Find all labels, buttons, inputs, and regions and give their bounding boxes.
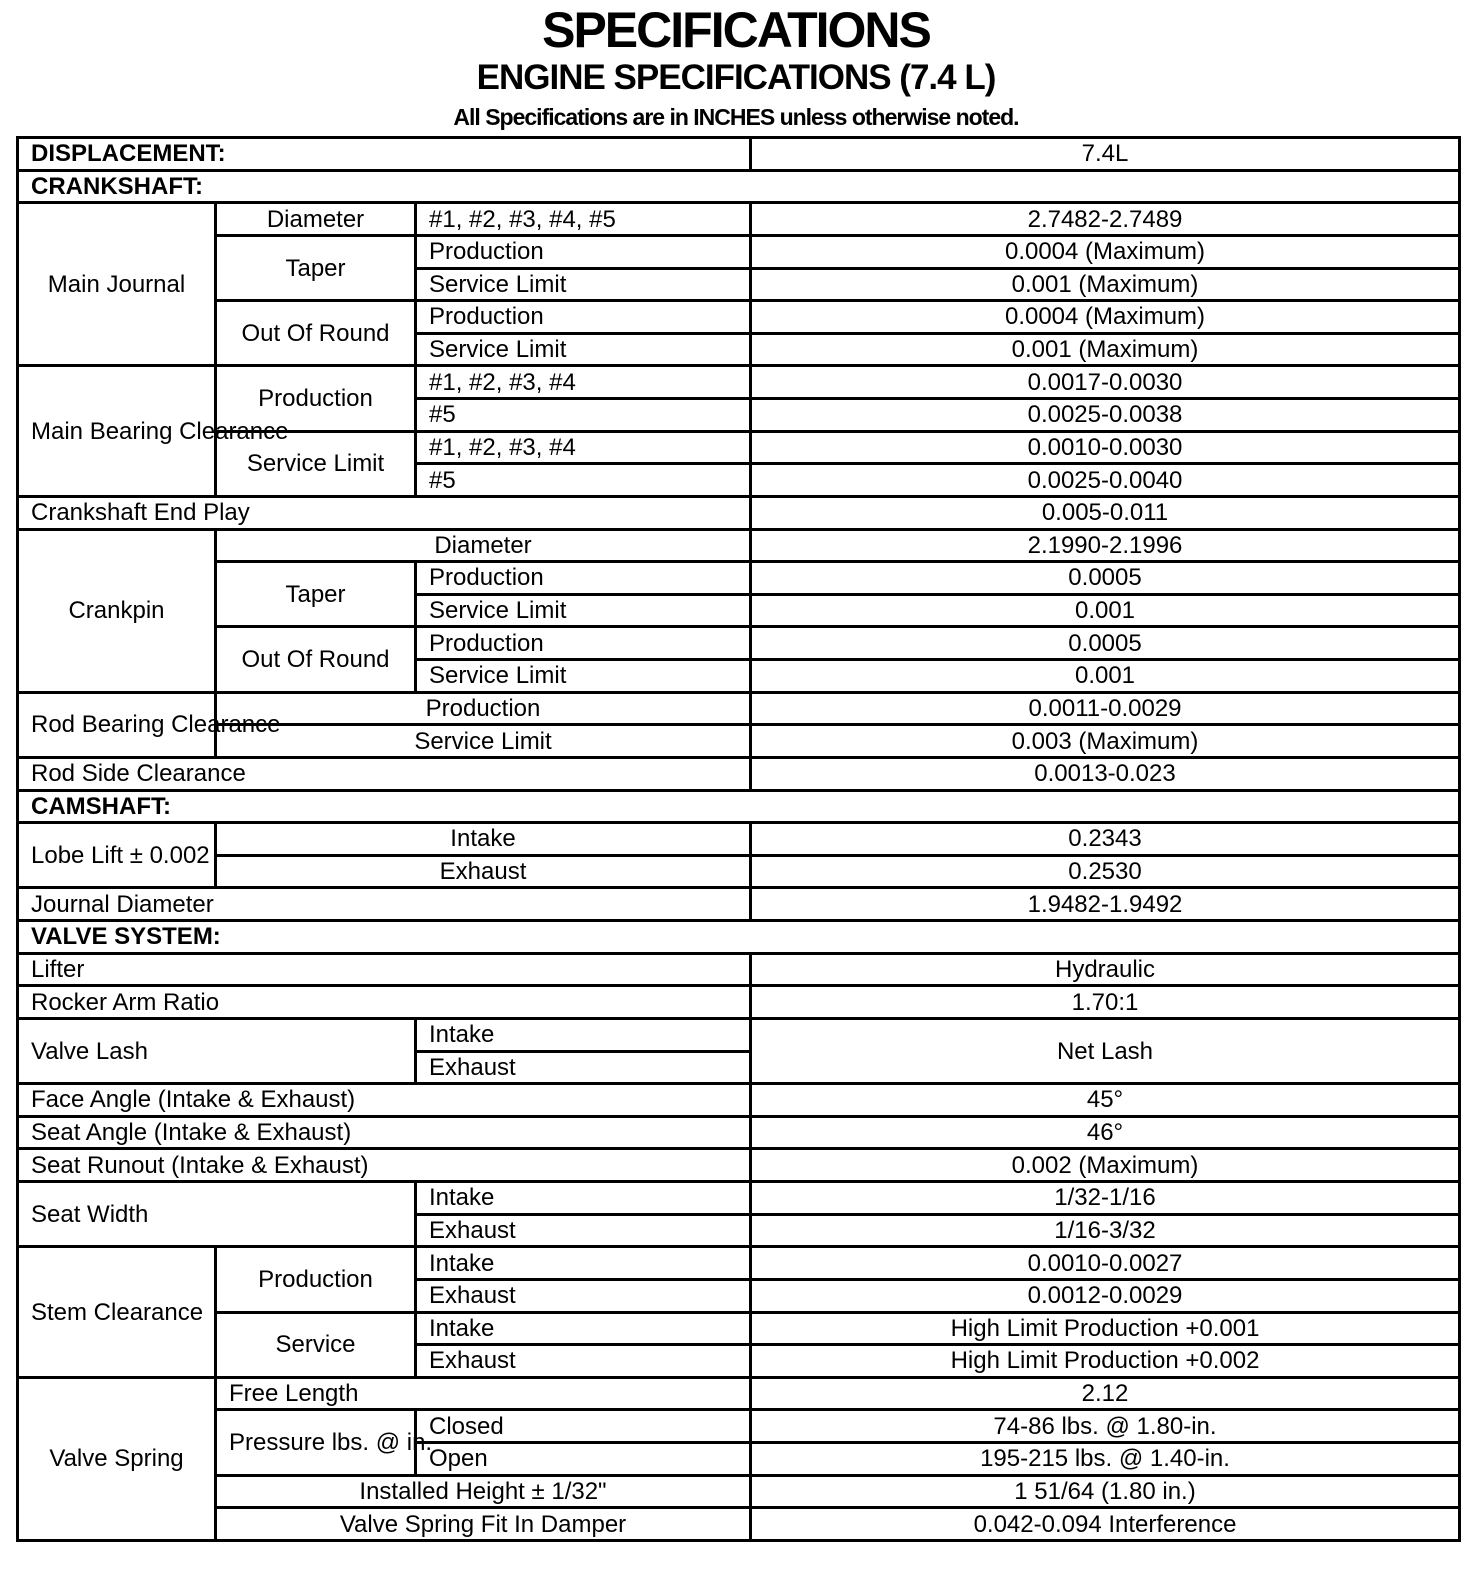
section-row: [18, 921, 1460, 954]
page-title: SPECIFICATIONS: [542, 2, 930, 58]
main-journal-label: Main Journal: [18, 203, 216, 366]
main-bearing-prod-b: #5: [416, 399, 751, 432]
section-valve-system: VALVE SYSTEM:: [18, 921, 1460, 954]
table-row: [18, 562, 1460, 595]
crankpin-taper-production-value: 0.0005: [751, 562, 1460, 595]
lifter-value: Hydraulic: [751, 953, 1460, 986]
table-row: [18, 1475, 1460, 1508]
main-journal-diameter-value: 2.7482-2.7489: [751, 203, 1460, 236]
section-row: [18, 170, 1460, 203]
damper-fit-label: Valve Spring Fit In Damper: [216, 1508, 751, 1541]
rocker-ratio-value: 1.70:1: [751, 986, 1460, 1019]
seat-angle-value: 46°: [751, 1116, 1460, 1149]
rod-bearing-service: Service Limit: [216, 725, 751, 758]
table-row: [18, 1149, 1460, 1182]
lifter-label: Lifter: [18, 953, 751, 986]
pressure-label: Pressure lbs. @ in.: [216, 1410, 416, 1475]
rod-side-label: Rod Side Clearance: [18, 757, 751, 790]
valve-lash-value: Net Lash: [751, 1018, 1460, 1083]
main-journal-taper-service: Service Limit: [416, 268, 751, 301]
rod-bearing-service-value: 0.003 (Maximum): [751, 725, 1460, 758]
rocker-ratio-label: Rocker Arm Ratio: [18, 986, 751, 1019]
table-row: [18, 1116, 1460, 1149]
pressure-closed-value: 74-86 lbs. @ 1.80-in.: [751, 1410, 1460, 1443]
stem-serv-exhaust: Exhaust: [416, 1345, 751, 1378]
pressure-open-value: 195-215 lbs. @ 1.40-in.: [751, 1443, 1460, 1476]
table-row: [18, 529, 1460, 562]
table-row: [18, 235, 1460, 268]
seat-runout-label: Seat Runout (Intake & Exhaust): [18, 1149, 751, 1182]
crankpin-taper-service: Service Limit: [416, 594, 751, 627]
pressure-closed: Closed: [416, 1410, 751, 1443]
page-subtitle: ENGINE SPECIFICATIONS (7.4 L): [476, 58, 996, 97]
main-bearing-serv-b-value: 0.0025-0.0040: [751, 464, 1460, 497]
section-crankshaft: CRANKSHAFT:: [18, 170, 1460, 203]
main-bearing-prod-a-value: 0.0017-0.0030: [751, 366, 1460, 399]
table-row: [18, 496, 1460, 529]
lobe-lift-label: Lobe Lift ± 0.002: [18, 823, 216, 888]
table-row: [18, 1508, 1460, 1541]
main-bearing-serv-a: #1, #2, #3, #4: [416, 431, 751, 464]
crankpin-taper-service-value: 0.001: [751, 594, 1460, 627]
lobe-exhaust: Exhaust: [216, 855, 751, 888]
stem-prod-exhaust: Exhaust: [416, 1279, 751, 1312]
table-row: [18, 953, 1460, 986]
lobe-exhaust-value: 0.2530: [751, 855, 1460, 888]
table-row: [18, 855, 1460, 888]
main-journal-oor-production: Production: [416, 301, 751, 334]
seat-width-exhaust: Exhaust: [416, 1214, 751, 1247]
seat-width-intake: Intake: [416, 1182, 751, 1215]
stem-production-label: Production: [216, 1247, 416, 1312]
table-row: [18, 366, 1460, 399]
lobe-intake-value: 0.2343: [751, 823, 1460, 856]
section-row: [18, 790, 1460, 823]
stem-prod-intake-value: 0.0010-0.0027: [751, 1247, 1460, 1280]
free-length-value: 2.12: [751, 1377, 1460, 1410]
crankpin-diameter-value: 2.1990-2.1996: [751, 529, 1460, 562]
main-journal-taper-service-value: 0.001 (Maximum): [751, 268, 1460, 301]
free-length-label: Free Length: [216, 1377, 751, 1410]
main-journal-diameter-label: Diameter: [216, 203, 416, 236]
main-bearing-label: Main Bearing Clearance: [18, 366, 216, 497]
table-row: [18, 823, 1460, 856]
rod-bearing-label: Rod Bearing Clearance: [18, 692, 216, 757]
table-row: [18, 1247, 1460, 1280]
main-bearing-production-label: Production: [216, 366, 416, 431]
table-row: [18, 692, 1460, 725]
face-angle-label: Face Angle (Intake & Exhaust): [18, 1084, 751, 1117]
installed-height-value: 1 51/64 (1.80 in.): [751, 1475, 1460, 1508]
crankpin-oor-production-value: 0.0005: [751, 627, 1460, 660]
table-row: [18, 627, 1460, 660]
main-bearing-serv-a-value: 0.0010-0.0030: [751, 431, 1460, 464]
pressure-open: Open: [416, 1443, 751, 1476]
main-bearing-service-label: Service Limit: [216, 431, 416, 496]
table-row: [18, 1018, 1460, 1051]
face-angle-value: 45°: [751, 1084, 1460, 1117]
units-note: All Specifications are in INCHES unless otherwise noted.: [453, 104, 1019, 130]
table-row: [18, 138, 1460, 171]
stem-service-label: Service: [216, 1312, 416, 1377]
stem-serv-exhaust-value: High Limit Production +0.002: [751, 1345, 1460, 1378]
seat-angle-label: Seat Angle (Intake & Exhaust): [18, 1116, 751, 1149]
stem-clearance-label: Stem Clearance: [18, 1247, 216, 1378]
seat-width-intake-value: 1/32-1/16: [751, 1182, 1460, 1215]
table-row: [18, 986, 1460, 1019]
rod-side-value: 0.0013-0.023: [751, 757, 1460, 790]
journal-diameter-label: Journal Diameter: [18, 888, 751, 921]
end-play-value: 0.005-0.011: [751, 496, 1460, 529]
end-play-label: Crankshaft End Play: [18, 496, 751, 529]
main-journal-oor-label: Out Of Round: [216, 301, 416, 366]
crankpin-oor-label: Out Of Round: [216, 627, 416, 692]
table-row: [18, 1312, 1460, 1345]
damper-fit-value: 0.042-0.094 Interference: [751, 1508, 1460, 1541]
valve-lash-exhaust: Exhaust: [416, 1051, 751, 1084]
seat-runout-value: 0.002 (Maximum): [751, 1149, 1460, 1182]
main-journal-taper-production: Production: [416, 235, 751, 268]
displacement-value: 7.4L: [751, 138, 1460, 171]
stem-prod-intake: Intake: [416, 1247, 751, 1280]
crankpin-diameter-label: Diameter: [216, 529, 751, 562]
main-journal-oor-production-value: 0.0004 (Maximum): [751, 301, 1460, 334]
table-row: [18, 1410, 1460, 1443]
table-row: [18, 301, 1460, 334]
stem-serv-intake: Intake: [416, 1312, 751, 1345]
rod-bearing-production: Production: [216, 692, 751, 725]
engine-specifications-table: [16, 136, 1461, 1542]
stem-prod-exhaust-value: 0.0012-0.0029: [751, 1279, 1460, 1312]
table-row: [18, 1377, 1460, 1410]
valve-lash-label: Valve Lash: [18, 1018, 416, 1083]
stem-serv-intake-value: High Limit Production +0.001: [751, 1312, 1460, 1345]
table-row: [18, 203, 1460, 236]
main-journal-taper-production-value: 0.0004 (Maximum): [751, 235, 1460, 268]
crankpin-oor-service: Service Limit: [416, 660, 751, 693]
journal-diameter-value: 1.9482-1.9492: [751, 888, 1460, 921]
rod-bearing-production-value: 0.0011-0.0029: [751, 692, 1460, 725]
table-row: [18, 757, 1460, 790]
lobe-intake: Intake: [216, 823, 751, 856]
crankpin-oor-service-value: 0.001: [751, 660, 1460, 693]
valve-spring-label: Valve Spring: [18, 1377, 216, 1540]
seat-width-label: Seat Width: [18, 1182, 416, 1247]
table-row: [18, 1182, 1460, 1215]
seat-width-exhaust-value: 1/16-3/32: [751, 1214, 1460, 1247]
section-camshaft: CAMSHAFT:: [18, 790, 1460, 823]
crankpin-label: Crankpin: [18, 529, 216, 692]
crankpin-taper-production: Production: [416, 562, 751, 595]
crankpin-oor-production: Production: [416, 627, 751, 660]
table-row: [18, 1084, 1460, 1117]
main-journal-oor-service: Service Limit: [416, 333, 751, 366]
main-journal-taper-label: Taper: [216, 235, 416, 300]
main-journal-oor-service-value: 0.001 (Maximum): [751, 333, 1460, 366]
crankpin-taper-label: Taper: [216, 562, 416, 627]
displacement-label: DISPLACEMENT:: [18, 138, 751, 171]
table-row: [18, 888, 1460, 921]
main-bearing-prod-a: #1, #2, #3, #4: [416, 366, 751, 399]
installed-height-label: Installed Height ± 1/32": [216, 1475, 751, 1508]
main-bearing-serv-b: #5: [416, 464, 751, 497]
main-bearing-prod-b-value: 0.0025-0.0038: [751, 399, 1460, 432]
valve-lash-intake: Intake: [416, 1018, 751, 1051]
main-journal-diameter-sub: #1, #2, #3, #4, #5: [416, 203, 751, 236]
